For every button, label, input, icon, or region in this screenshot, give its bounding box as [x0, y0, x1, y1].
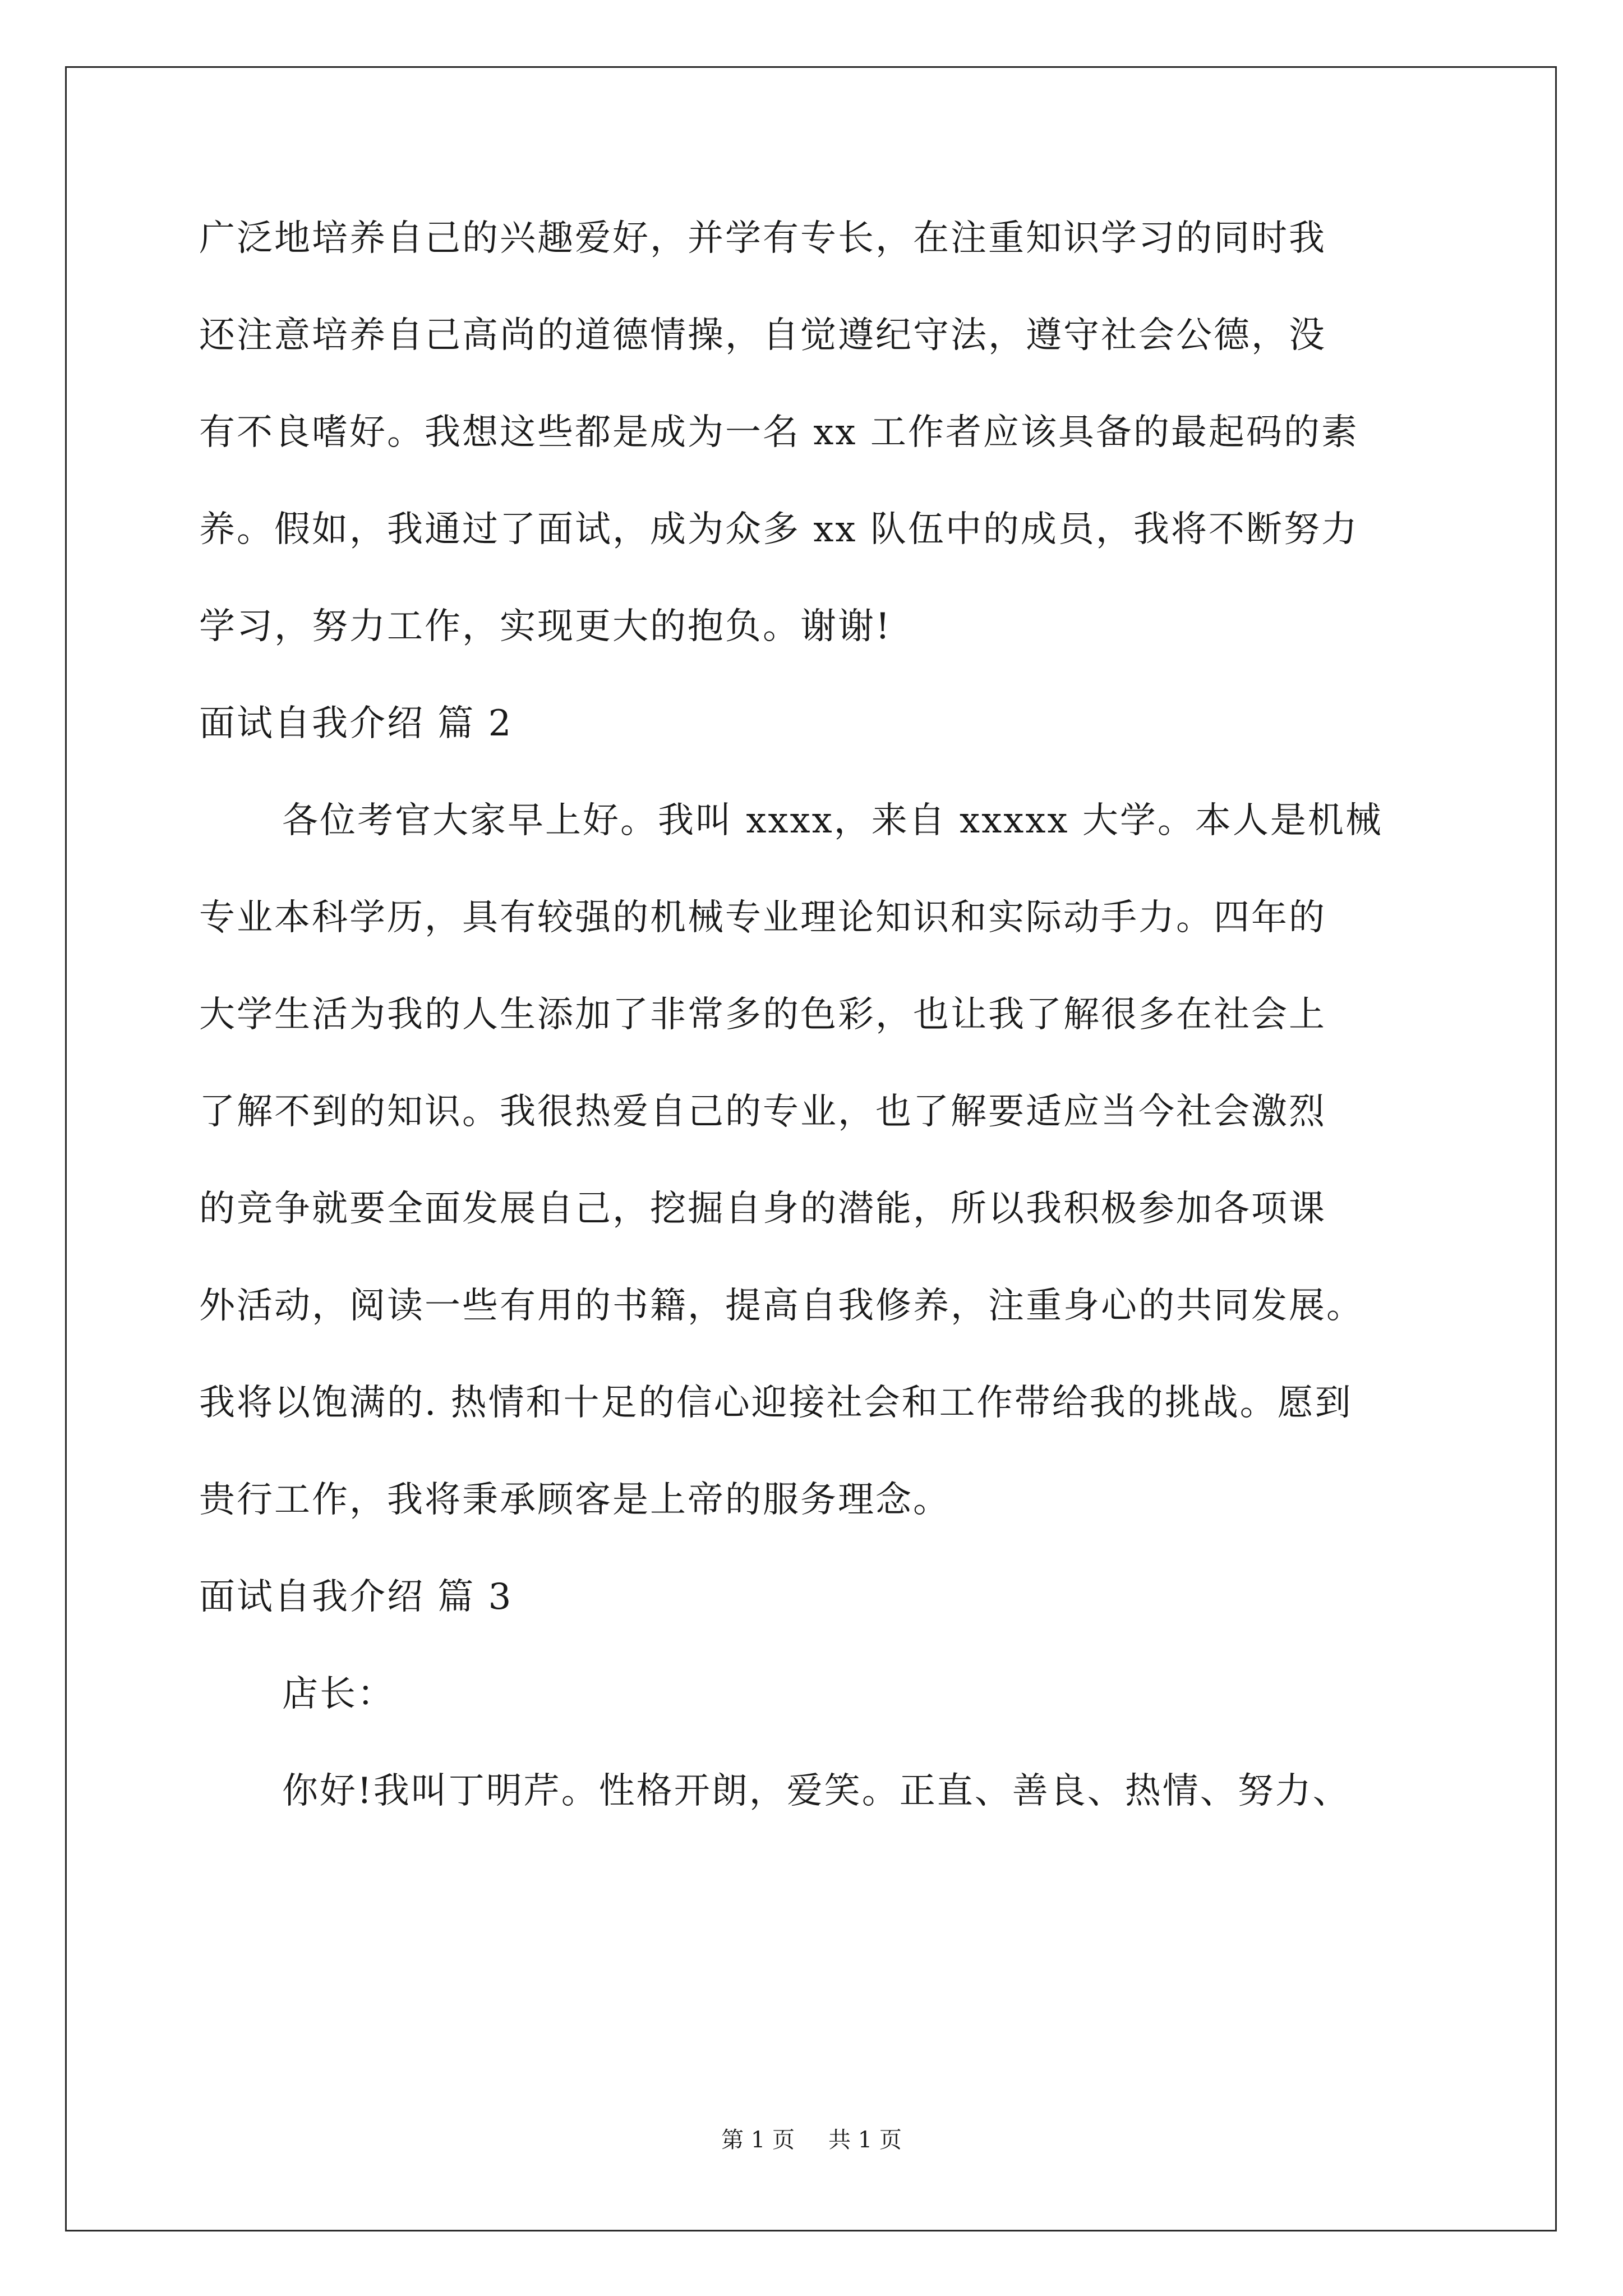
paragraph-line: 外活动，阅读一些有用的书籍，提高自我修养，注重身心的共同发展。: [199, 1285, 1364, 1327]
paragraph-line: 还注意培养自己高尚的道德情操，自觉遵纪守法，遵守社会公德，没: [199, 315, 1326, 356]
paragraph-line: 大学生活为我的人生添加了非常多的色彩，也让我了解很多在社会上: [199, 994, 1326, 1036]
page-total: 共 1 页: [828, 2127, 902, 2153]
section-heading: 面试自我介绍 篇 2: [199, 703, 513, 744]
salutation-line: 店长：: [282, 1673, 395, 1715]
page-footer: [0, 2126, 1623, 2154]
paragraph-line: 的竞争就要全面发展自己，挖掘自身的潜能，所以我积极参加各项课: [199, 1188, 1326, 1230]
paragraph-line: 贵行工作，我将秉承顾客是上帝的服务理念。: [199, 1479, 951, 1521]
paragraph-line: 了解不到的知识。我很热爱自己的专业，也了解要适应当今社会激烈: [199, 1091, 1326, 1133]
section-heading: 面试自我介绍 篇 3: [199, 1576, 513, 1618]
paragraph-line: 有不良嗜好。我想这些都是成为一名 xx 工作者应该具备的最起码的素: [199, 412, 1359, 453]
page-frame: [65, 66, 1557, 2231]
paragraph-line: 养。假如，我通过了面试，成为众多 xx 队伍中的成员，我将不断努力: [199, 509, 1359, 550]
page-number: 第 1 页: [721, 2127, 795, 2153]
paragraph-line: 专业本科学历，具有较强的机械专业理论知识和实际动手力。四年的: [199, 897, 1326, 938]
paragraph-line: 你好!我叫丁明芹。性格开朗，爱笑。正直、善良、热情、努力、: [282, 1770, 1350, 1812]
paragraph-line: 各位考官大家早上好。我叫 xxxx，来自 xxxxx 大学。本人是机械: [282, 800, 1383, 841]
paragraph-line: 我将以饱满的. 热情和十足的信心迎接社会和工作带给我的挑战。愿到: [199, 1382, 1353, 1424]
paragraph-line: 广泛地培养自己的兴趣爱好，并学有专长，在注重知识学习的同时我: [199, 218, 1326, 259]
paragraph-line: 学习，努力工作，实现更大的抱负。谢谢!: [199, 606, 892, 647]
